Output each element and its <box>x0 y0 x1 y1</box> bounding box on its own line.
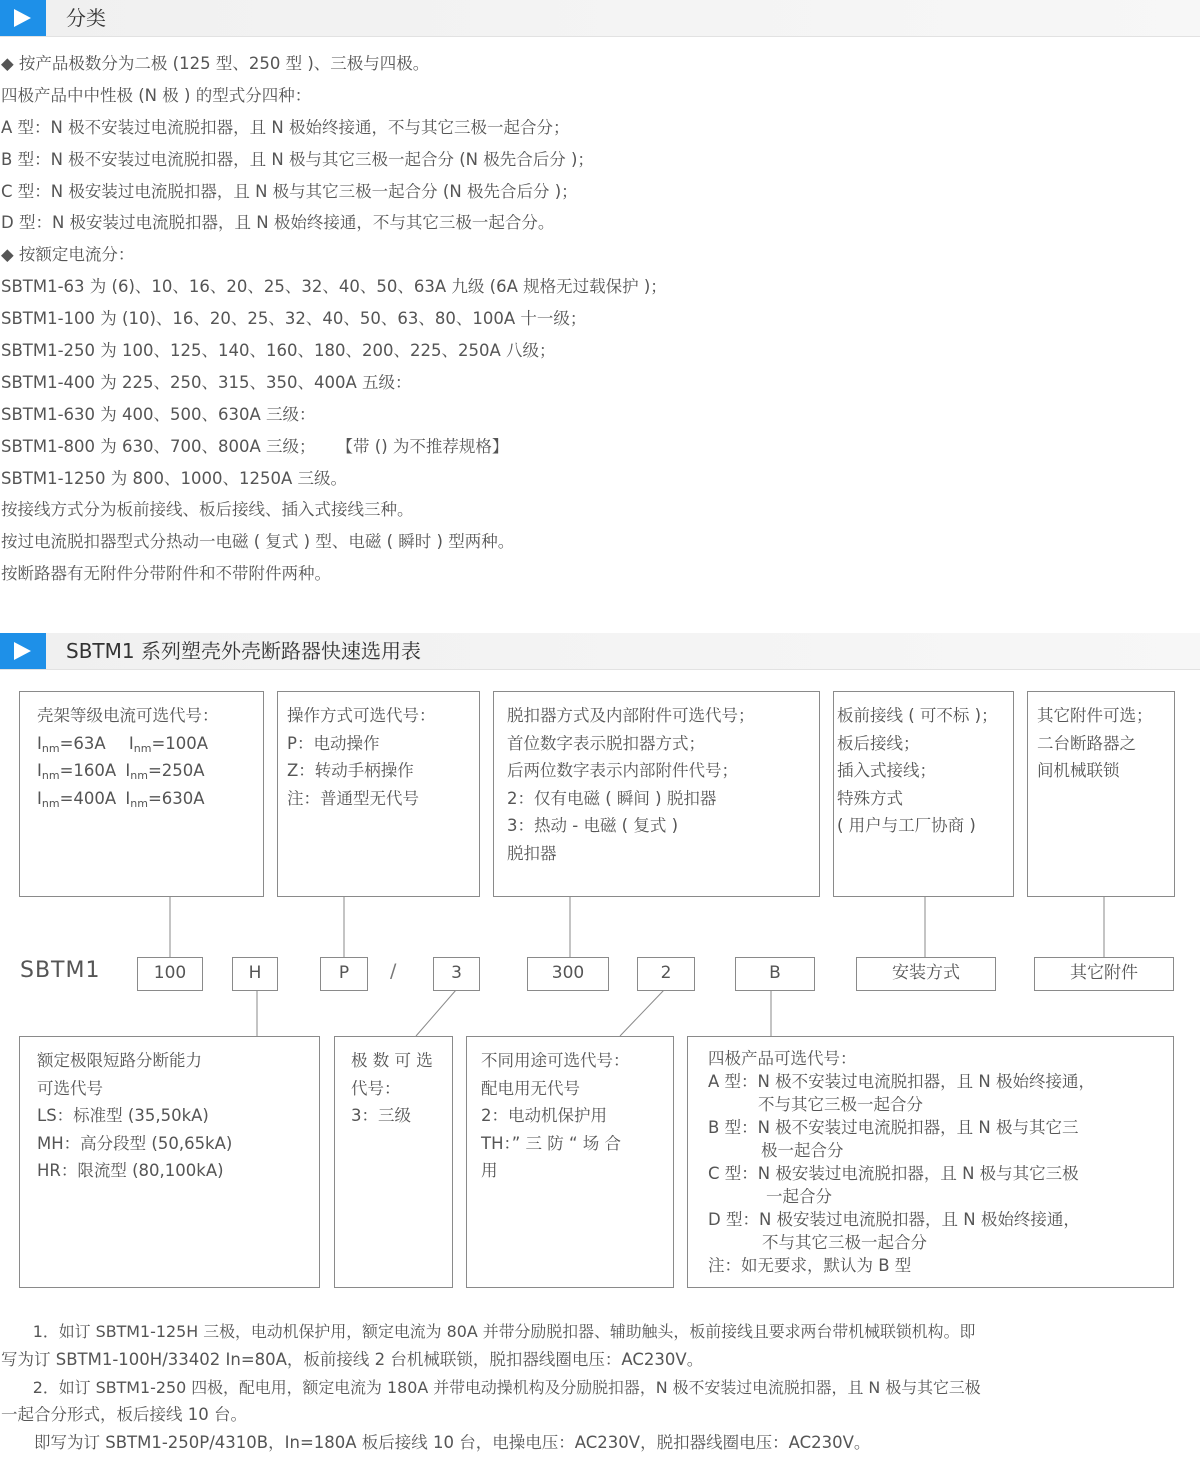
box-line: 可选代号 <box>37 1078 103 1098</box>
box-heading: 壳架等级电流可选代号： <box>37 706 219 725</box>
box-line: D 型：N 极安装过电流脱扣器，且 N 极始终接通， <box>708 1210 1080 1229</box>
box-line: 不与其它三极一起合分 <box>762 1233 927 1252</box>
slash-separator: / <box>390 960 397 982</box>
text-line: SBTM1-63 为 (6)、10、16、20、25、32、40、50、63A 九级 (6A 规格无过载保护 )； <box>1 277 667 297</box>
text-line: SBTM1-250 为 100、125、140、160、180、200、225、250A 八级； <box>1 341 556 361</box>
text-line: B 型：N 极不安装过电流脱扣器，且 N 极与其它三极一起合分 (N 极先合后分 )； <box>1 149 594 169</box>
box-line: 首位数字表示脱扣器方式； <box>507 733 705 753</box>
frame-current-box <box>19 691 264 897</box>
text-line: SBTM1-400 为 225、250、315、350、400A 五级： <box>1 372 412 392</box>
usage-box <box>466 1036 674 1288</box>
box-line: 后两位数字表示内部附件代号； <box>507 761 738 780</box>
code-frame-current: 100 <box>137 957 203 991</box>
other-accessory-box <box>1027 691 1175 897</box>
box-line: A 型：N 极不安装过电流脱扣器，且 N 极始终接通， <box>708 1072 1095 1091</box>
box-line: 四极产品可选代号： <box>708 1049 857 1068</box>
box-line: 用 <box>481 1161 498 1180</box>
text-line: C 型：N 极安装过电流脱扣器，且 N 极与其它三极一起合分 (N 极先合后分 )； <box>1 181 578 201</box>
box-line: 插入式接线； <box>837 761 936 780</box>
box-line: 间机械联锁 <box>1037 761 1120 780</box>
text-line: SBTM1-1250 为 800、1000、1250A 三级。 <box>1 468 348 488</box>
box-line: B 型：N 极不安装过电流脱扣器，且 N 极与其它三 <box>708 1118 1079 1137</box>
example-line: 即写为订 SBTM1-250P/4310B，In=180A 板后接线 10 台，电操电压：AC230V，脱扣器线圈电压：AC230V。 <box>1 1433 871 1453</box>
text-line: 按断路器有无附件分带附件和不带附件两种。 <box>1 564 331 584</box>
box-line: ( 用户与工厂协商 ) <box>837 816 976 835</box>
box-line: 3：三级 <box>351 1106 411 1125</box>
text-line: 按过电流脱扣器型式分热动一电磁 ( 复式 ) 型、电磁 ( 瞬时 ) 型两种。 <box>1 532 515 552</box>
box-line: P：电动操作 <box>287 733 380 753</box>
poles-box <box>334 1036 453 1288</box>
code-breaking-capacity: H <box>232 957 278 991</box>
text-line: 按接线方式分为板前接线、板后接线、插入式接线三种。 <box>1 500 414 520</box>
box-line: 不与其它三极一起合分 <box>758 1095 923 1114</box>
box-line: 3：热动 - 电磁 ( 复式 ) <box>507 816 679 835</box>
model-prefix: SBTM1 <box>20 958 101 983</box>
box-line: 二台断路器之 <box>1037 733 1136 753</box>
example-line: 一起合分形式，板后接线 10 台。 <box>1 1405 247 1425</box>
box-line: 一起合分 <box>766 1187 832 1206</box>
box-line: 特殊方式 <box>837 788 903 808</box>
breaking-capacity-box <box>19 1036 320 1288</box>
frame-row: $I_{nm}=63A$ $I_{nm}=100A$ <box>37 733 209 755</box>
box-line: 配电用无代号 <box>481 1078 580 1098</box>
text-line: A 型：N 极不安装过电流脱扣器，且 N 极始终接通，不与其它三极一起合分； <box>1 117 570 137</box>
text-line: SBTM1-100 为 (10)、16、20、25、32、40、50、63、80、100A 十一级； <box>1 309 587 329</box>
example-line: 写为订 SBTM1-100H/33402 In=80A，板前接线 2 台机械联锁，脱扣器线圈电压：AC230V。 <box>1 1349 704 1369</box>
text-line: ◆ 按额定电流分： <box>1 245 135 265</box>
box-line: 2：电动机保护用 <box>481 1106 607 1125</box>
box-line: MH：高分段型 (50,65kA) <box>37 1133 233 1153</box>
box-line: 板后接线； <box>837 733 920 753</box>
box-line: 注：如无要求，默认为 B 型 <box>708 1256 912 1275</box>
mounting-method-box <box>833 691 1014 897</box>
text-line: SBTM1-800 为 630、700、800A 三级； 【带 () 为不推荐规格】 <box>1 436 509 456</box>
box-line: 板前接线 ( 可不标 )； <box>837 706 998 725</box>
release-accessory-box <box>493 691 820 897</box>
frame-row: $I_{nm}=160A$ $I_{nm}=250A$ <box>37 761 205 782</box>
box-line: 其它附件可选； <box>1037 706 1153 725</box>
example-line: 1．如订 SBTM1-125H 三极，电动机保护用，额定电流为 80A 并带分励脱扣器、辅助触头，板前接线且要求两台带机械联锁机构。即 <box>1 1322 976 1341</box>
box-line: 不同用途可选代号： <box>481 1051 630 1070</box>
text-line: 四极产品中中性极 (N 极 ) 的型式分四种： <box>1 85 312 105</box>
section-title: 分类 <box>66 6 106 30</box>
box-line: 代号： <box>351 1078 401 1098</box>
ordering-examples <box>1 1318 1198 1457</box>
operation-mode-box <box>277 691 480 897</box>
code-four-pole-type: B <box>735 957 815 991</box>
box-line: 注：普通型无代号 <box>287 788 419 808</box>
text-line: ◆ 按产品极数分为二极 (125 型、250 型 )、三极与四极。 <box>1 54 430 73</box>
four-pole-type-box <box>687 1036 1174 1288</box>
box-line: 2：仅有电磁 ( 瞬间 ) 脱扣器 <box>507 788 717 808</box>
box-line: 操作方式可选代号： <box>287 706 436 725</box>
text-line: D 型：N 极安装过电流脱扣器，且 N 极始终接通，不与其它三极一起合分。 <box>1 213 555 233</box>
frame-row: $I_{nm}=400A$ $I_{nm}=630A$ <box>37 788 205 810</box>
code-other-accessory: 其它附件 <box>1034 957 1174 991</box>
box-line: Z：转动手柄操作 <box>287 761 414 780</box>
code-release-accessory: 300 <box>527 957 609 991</box>
code-operation-mode: P <box>320 957 368 991</box>
box-line: 极一起合分 <box>761 1141 844 1160</box>
box-line: HR：限流型 (80,100kA) <box>37 1161 224 1180</box>
box-line: C 型：N 极安装过电流脱扣器，且 N 极与其它三极 <box>708 1164 1079 1183</box>
code-poles: 3 <box>433 957 480 991</box>
box-line: 额定极限短路分断能力 <box>37 1051 202 1070</box>
box-line: LS：标准型 (35,50kA) <box>37 1106 209 1125</box>
box-line: 极 数 可 选 <box>351 1051 433 1070</box>
box-line: TH：” 三 防 “ 场 合 <box>481 1133 622 1153</box>
text-line: SBTM1-630 为 400、500、630A 三级： <box>1 404 316 424</box>
box-line: 脱扣器 <box>507 843 557 863</box>
example-line: 2．如订 SBTM1-250 四极，配电用，额定电流为 180A 并带电动操机构及分励脱扣器，N 极不安装过电流脱扣器，且 N 极与其它三极 <box>1 1377 981 1397</box>
box-line: 脱扣器方式及内部附件可选代号； <box>507 706 755 725</box>
code-mounting-method: 安装方式 <box>856 957 996 991</box>
section-title: SBTM1 系列塑壳外壳断路器快速选用表 <box>66 639 421 663</box>
code-usage: 2 <box>637 957 695 991</box>
